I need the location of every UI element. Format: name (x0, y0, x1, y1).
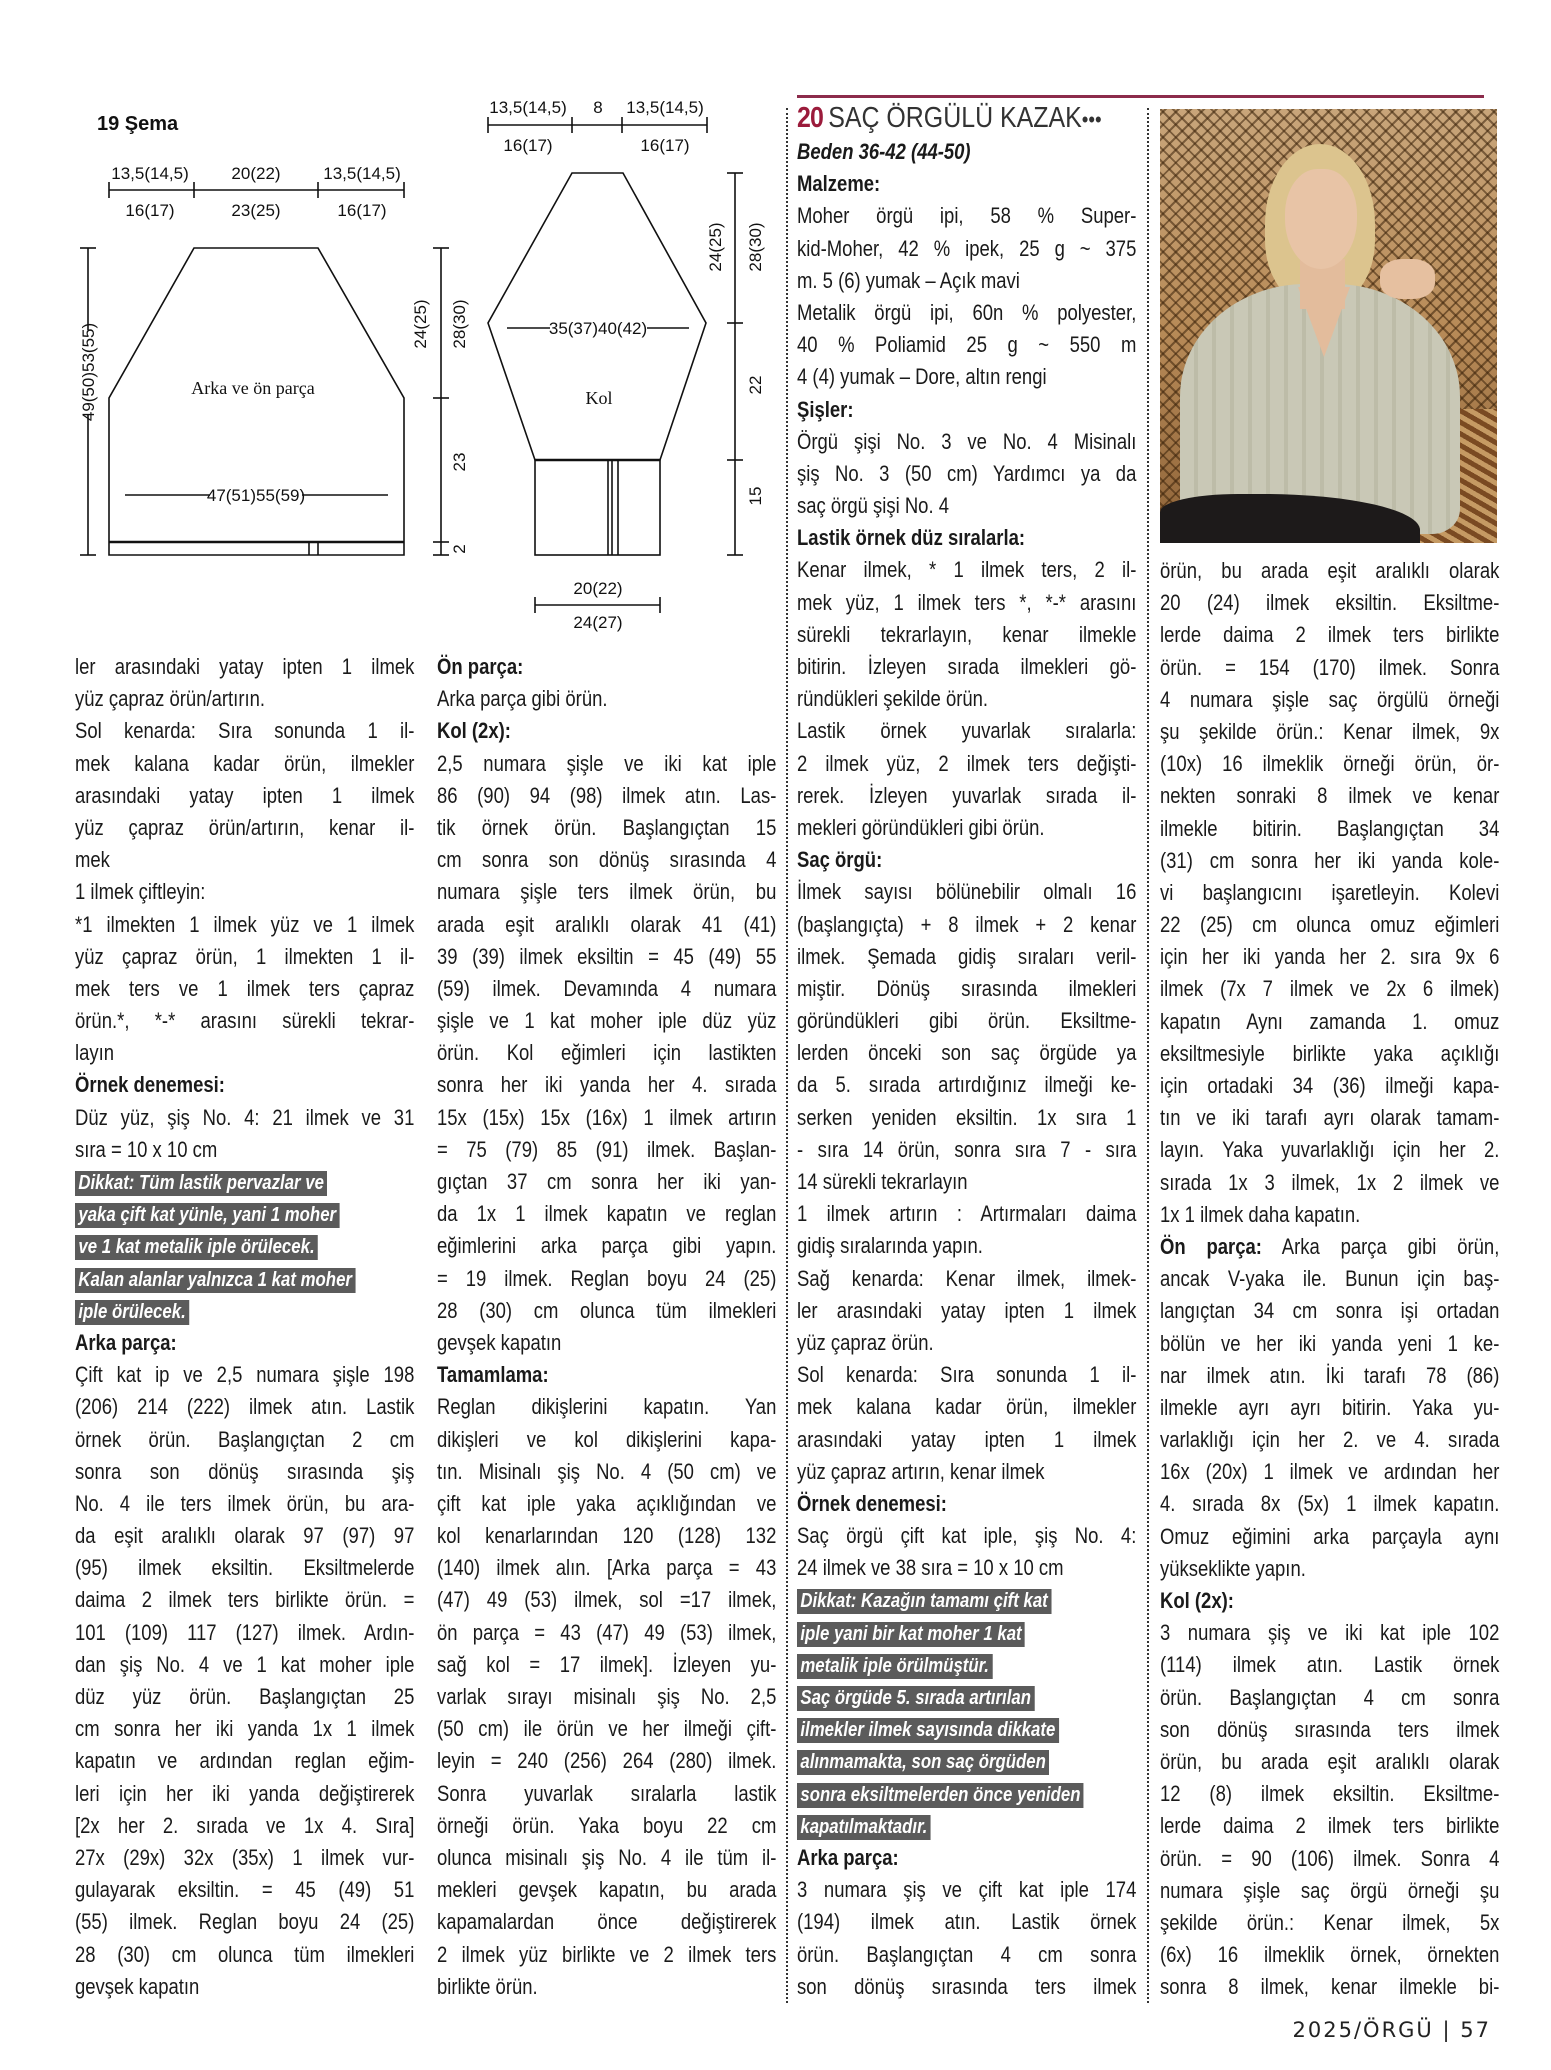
body-text-line: nekten sonraki 8 ilmek ve kenar (1160, 783, 1500, 809)
sleeve-dim-top-left: 13,5(14,5) (489, 98, 567, 117)
body-text-line: sonra son dönüş sırasında şiş (75, 1458, 415, 1484)
sleeve-bottom-lower: 24(27) (573, 613, 623, 632)
body-text-line: 20 (24) ilmek eksiltin. Eksiltme- (1160, 590, 1500, 616)
section-heading: Örnek denemesi: (797, 1490, 947, 1516)
body-dim-lower-right: 16(17) (337, 201, 387, 220)
sleeve-dim-right-3: 22 (746, 375, 765, 395)
schematic-diagram (0, 0, 780, 660)
body-text-line: bölün ve her iki yanda yeni 1 ke- (1160, 1330, 1500, 1356)
section-heading: Ön parça: (437, 654, 524, 679)
sleeve-dim-lower-left: 16(17) (503, 136, 553, 155)
body-text-line: leyin = 240 (256) 264 (280) ilmek. (437, 1748, 777, 1774)
body-text-line: kapamalardan önce değiştirerek (437, 1909, 777, 1935)
page-number: 57 (1460, 2018, 1491, 2042)
section-heading: Saç örgü: (797, 847, 883, 873)
body-text-line: 3 numara şiş ve iki kat iple 102 (1160, 1620, 1500, 1646)
body-text-line: (50 cm) ile örün ve her ilmeği çift- (437, 1716, 777, 1742)
section-heading: Arka parça: (797, 1844, 899, 1870)
note-highlight (797, 1681, 1136, 1713)
body-text-line: Kenar ilmek, * 1 ilmek ters, 2 il- (797, 557, 1137, 583)
footer-separator: | (1442, 2018, 1452, 2042)
body-text-line: ründükleri şekilde örün. (797, 686, 989, 712)
body-text-line: 39 (39) ilmek eksiltin = 45 (49) 55 (437, 943, 777, 969)
body-text-line: lerden önceki son saç örgüde ya (797, 1040, 1137, 1066)
body-text-line: yüz çapraz örün/artırın, kenar il- (75, 814, 415, 840)
body-text-line: mek ters ve 1 ilmek ters çapraz (75, 975, 415, 1001)
body-text-line: serken yeniden eksiltin. 1x sıra 1 (797, 1104, 1137, 1130)
body-text-line: = 19 ilmek. Reglan boyu 24 (25) (437, 1265, 777, 1291)
body-text-line: 3 numara şiş ve çift kat iple 174 (797, 1877, 1137, 1903)
body-text-line: 2 ilmek yüz birlikte ve 2 ilmek ters (437, 1941, 777, 1967)
body-text-line: 1 ilmek çiftleyin: (75, 879, 206, 905)
body-text-line: (140) ilmek alın. [Arka parça = 43 (437, 1555, 777, 1581)
body-dim-lower-left: 16(17) (125, 201, 175, 220)
body-text-line: sıra = 10 x 10 cm (75, 1136, 218, 1162)
body-text-line: örün, bu arada eşit aralıklı olarak (1160, 1748, 1500, 1774)
body-dim-top-center: 20(22) (231, 164, 281, 183)
pattern-title (797, 100, 1102, 136)
body-text-line: (194) ilmek atın. Lastik örnek (797, 1909, 1137, 1935)
body-text-line: eğimlerini arka parça gibi yapın. (437, 1233, 777, 1259)
body-text-line: ilmekle bitirin. Başlangıçtan 34 (1160, 815, 1500, 841)
note-text: Dikkat: Kazağın tamamı çift kat (797, 1589, 1051, 1614)
text-column-4 (1160, 555, 1499, 2003)
section-heading: Arka parça: (75, 1329, 177, 1355)
body-text-line: Düz yüz, şiş No. 4: 21 ilmek ve 31 (75, 1104, 415, 1130)
body-text-line: Saç örgü çift kat iple, şiş No. 4: (797, 1523, 1137, 1549)
body-text-line: şiş No. 3 (50 cm) Yardımcı ya da (797, 460, 1137, 486)
body-text-line: varlaklığı için her 2. ve 4. sırada (1160, 1427, 1500, 1453)
body-text-line: rerek. İzleyen yuvarlak sırada il- (797, 782, 1137, 808)
note-highlight (75, 1230, 414, 1262)
note-text: ilmekler ilmek sayısında dikkate (797, 1718, 1059, 1743)
body-text-line: (başlangıçta) + 8 ilmek + 2 kenar (797, 911, 1137, 937)
body-text-line: varlak sırayı misinalı şiş No. 2,5 (437, 1684, 777, 1709)
body-text-line: yüz çapraz artırın, kenar ilmek (797, 1458, 1045, 1484)
body-text-line: 4. sırada 8x (5x) 1 ilmek kapatın. (1160, 1491, 1500, 1517)
body-text-line: düz yüz örün. Başlangıçtan 25 (75, 1684, 415, 1709)
body-text-line: layın. Yaka yuvarlaklığı için her 2. (1160, 1137, 1500, 1163)
body-text-line: dikişleri ve kol dikişlerini kapa- (437, 1426, 777, 1452)
body-text-line: eksiltmesiyle birlikte yaka açıklığı (1160, 1040, 1500, 1066)
body-text-line: kapatın ve ardından reglan eğim- (75, 1748, 415, 1774)
body-text-line: Lastik örnek yuvarlak sıralarla: (797, 718, 1137, 744)
note-text: Dikkat: Tüm lastik pervazlar ve (75, 1171, 327, 1196)
sleeve-piece-outline (488, 117, 743, 613)
body-text-line: örün. = 154 (170) ilmek. Sonra (1160, 654, 1500, 680)
body-text-line: 12 (8) ilmek eksiltin. Eksiltme- (1160, 1781, 1500, 1807)
body-text-line: örün.*, *-* arasını sürekli tekrar- (75, 1008, 415, 1034)
body-text-line: mekleri gevşek kapatın, bu arada (437, 1877, 777, 1903)
sleeve-bottom-upper: 20(22) (573, 579, 623, 598)
body-text-line: 22 (25) cm olunca omuz eğimleri (1160, 912, 1500, 938)
body-text-line: Sonra yuvarlak sıralarla lastik (437, 1780, 777, 1806)
column-divider (786, 108, 788, 2003)
section-heading: Kol (2x): (1160, 1588, 1234, 1613)
size-subtitle: Beden 36-42 (44-50) (797, 139, 971, 164)
note-text: sonra eksiltmelerden önce yeniden (797, 1783, 1084, 1808)
body-text-line: Arka parça gibi örün. (437, 686, 608, 712)
section-heading: Örnek denemesi: (75, 1072, 225, 1098)
body-text-line: şişle ve 1 kat moher iple düz yüz (437, 1008, 777, 1034)
body-dim-top-left: 13,5(14,5) (111, 164, 189, 183)
body-text-line: (95) ilmek eksiltin. Eksiltmelerde (75, 1555, 415, 1581)
body-text-line: 27x (29x) 32x (35x) 1 ilmek vur- (75, 1844, 415, 1870)
sleeve-dim-right-4: 15 (746, 486, 765, 506)
body-text-line: Çift kat ip ve 2,5 numara şişle 198 (75, 1362, 415, 1388)
body-text-line: daima 2 ilmek ters birlikte örün. = (75, 1587, 415, 1613)
body-text-line: Örgü şişi No. 3 ve No. 4 Misinalı (797, 428, 1137, 454)
body-text-line: için her iki yanda her 2. sıra 9x 6 (1160, 944, 1500, 970)
body-text-line: ler arasındaki yatay ipten 1 ilmek (75, 654, 415, 679)
sleeve-dim-lower-right: 16(17) (640, 136, 690, 155)
body-text-line: 4 (4) yumak – Dore, altın rengi (797, 364, 1047, 390)
body-text-line: gevşek kapatın (75, 1973, 200, 1999)
page-footer (1250, 2018, 1491, 2042)
body-text-line: [2x her 2. sırada ve 1x 4. Sıra] (75, 1812, 415, 1838)
note-highlight (75, 1295, 414, 1327)
body-text-line: 1 ilmek artırın : Artırmaları daima (797, 1201, 1137, 1227)
column-divider (1147, 108, 1149, 2003)
body-text-line: 24 ilmek ve 38 sıra = 10 x 10 cm (797, 1555, 1064, 1581)
body-text-line: cm sonra son dönüş sırasında 4 (437, 847, 777, 873)
body-text-line: mek (75, 847, 110, 873)
body-dim-right-3: 23 (450, 452, 469, 472)
body-height-label: 49(50)53(55) (79, 322, 98, 422)
section-heading: Kol (2x): (437, 718, 511, 744)
body-text-line: ilmek (7x 7 ilmek ve 2x 6 ilmek) (1160, 976, 1500, 1002)
body-text-line: bitirin. İzleyen sırada ilmekleri gö- (797, 654, 1137, 679)
body-text-line: sürekli tekrarlayın, kenar ilmekle (797, 621, 1137, 647)
note-highlight (797, 1778, 1136, 1810)
note-highlight (75, 1198, 414, 1230)
body-text-line: mek kalana kadar örün, ilmekler (75, 750, 415, 776)
body-text-line: sonra 8 ilmek, kenar ilmekle bi- (1160, 1974, 1500, 2000)
body-text-line: arasındaki yatay ipten 1 ilmek (75, 782, 415, 808)
body-text-line: = 75 (79) 85 (91) ilmek. Başlan- (437, 1136, 777, 1162)
sleeve-dim-right-2: 28(30) (746, 222, 765, 272)
body-text-line: lerde daima 2 ilmek ters birlikte (1160, 622, 1500, 648)
body-text-line: da 1x 1 ilmek kapatın ve reglan (437, 1201, 777, 1227)
body-dim-lower-center: 23(25) (231, 201, 281, 220)
section-heading: Tamamlama: (437, 1362, 549, 1388)
pattern-name: SAÇ ÖRGÜLÜ KAZAK (828, 102, 1082, 134)
body-text-line: arada eşit aralıklı olarak 41 (41) (437, 911, 777, 937)
sweater-photo (1160, 109, 1497, 543)
body-width-label: 47(51)55(59) (206, 486, 306, 505)
diagram-title: 19 Şema (97, 113, 179, 135)
body-text-line: - sıra 14 örün, sonra sıra 7 - sıra (797, 1136, 1137, 1162)
body-text-line: örnek örün. Başlangıçtan 2 cm (75, 1426, 415, 1452)
body-text-line: örün. Kol eğimleri için lastikten (437, 1040, 777, 1066)
body-text-line: (10x) 16 ilmeklik örneği örün, ör- (1160, 751, 1500, 777)
body-text-line: No. 4 ile ters ilmek örün, bu ara- (75, 1490, 415, 1516)
body-text-line: Omuz eğimini arka parçayla aynı (1160, 1523, 1500, 1549)
note-text: metalik iple örülmüştür. (797, 1654, 992, 1679)
body-text-line: 15x (15x) 15x (16x) 1 ilmek artırın (437, 1104, 777, 1130)
body-text-line: (55) ilmek. Reglan boyu 24 (25) (75, 1909, 415, 1935)
body-text-line: Sol kenarda: Sıra sonunda 1 il- (75, 718, 415, 744)
body-text-line: leri için her iki yanda değiştirerek (75, 1780, 415, 1806)
body-text-line: yüz çapraz örün/artırın. (75, 686, 266, 712)
note-highlight (797, 1713, 1136, 1745)
body-text-line: 16x (20x) 1 ilmek ve ardından her (1160, 1459, 1500, 1485)
body-text-line: gıçtan 37 cm sonra her iki yan- (437, 1169, 777, 1194)
section-heading: Malzeme: (797, 171, 881, 197)
note-highlight (75, 1263, 414, 1295)
magazine-issue: 2025/ÖRGÜ (1292, 2018, 1434, 2042)
body-text-line: olunca misinalı şiş No. 4 ile tüm il- (437, 1844, 777, 1870)
body-text-line: *1 ilmekten 1 ilmek yüz ve 1 ilmek (75, 911, 415, 937)
note-text: Saç örgüde 5. sırada artırılan (797, 1686, 1034, 1711)
body-piece-label: Arka ve ön parça (191, 378, 315, 398)
body-text-line: layın (75, 1040, 115, 1066)
body-text-line: langıçtan 34 cm sonra işi ortadan (1160, 1298, 1500, 1324)
body-text-line: birlikte örün. (437, 1973, 538, 1999)
body-text-line: dan şiş No. 4 ve 1 kat moher iple (75, 1651, 415, 1677)
note-text: yaka çift kat yünle, yani 1 moher (75, 1203, 339, 1228)
note-text: Kalan alanlar yalnızca 1 kat moher (75, 1268, 355, 1293)
note-highlight (797, 1810, 1136, 1842)
body-text-line: tın ve iki tarafı ayrı olarak tamam- (1160, 1105, 1500, 1131)
body-text-line: 4 numara şişle saç örgülü örneği (1160, 686, 1500, 712)
body-text-line: sağ kol = 17 ilmek]. İzleyen yu- (437, 1651, 777, 1677)
body-text-line: (206) 214 (222) ilmek atın. Lastik (75, 1394, 415, 1420)
body-text-line: son dönüş sırasında ters ilmek (1160, 1716, 1500, 1742)
sleeve-piece-label: Kol (585, 388, 613, 408)
body-text-line: kid-Moher, 42 % ipek, 25 g ~ 375 (797, 235, 1137, 261)
body-text-line: örneği örün. Yaka boyu 22 cm (437, 1812, 777, 1838)
body-text-line: sırada 1x 3 ilmek, 1x 2 ilmek ve (1160, 1169, 1500, 1195)
body-text-line: (31) cm sonra her iki yanda kole- (1160, 847, 1500, 873)
body-text-line: kapatın Aynı zamanda 1. omuz (1160, 1008, 1500, 1034)
body-text-line: örün. Başlangıçtan 4 cm sonra (797, 1941, 1137, 1967)
body-dim-right-2: 28(30) (450, 299, 469, 349)
body-text-line: ön parça = 43 (47) 49 (53) ilmek, (437, 1619, 777, 1645)
note-text: iple yani bir kat moher 1 kat (797, 1622, 1025, 1647)
body-text-line: mek kalana kadar örün, ilmekler (797, 1394, 1137, 1420)
body-text-line: yüz çapraz örün, 1 ilmekten 1 il- (75, 943, 415, 969)
body-text-line: 14 sürekli tekrarlayın (797, 1169, 968, 1194)
body-text-line: 2 ilmek yüz, 2 ilmek ters değişti- (797, 750, 1137, 776)
body-text-line: 86 (90) 94 (98) ilmek atın. Las- (437, 782, 777, 808)
body-text-line: ancak V-yaka ile. Bunun için baş- (1160, 1266, 1500, 1292)
body-text-line: numara şişle ters ilmek örün, bu (437, 879, 777, 905)
body-text-line: ilmek. Şemada gidiş sıraları veril- (797, 943, 1137, 969)
body-text-line: ilmekle ayrı ayrı bitirin. Yaka yu- (1160, 1394, 1500, 1420)
body-text-line: Metalik örgü ipi, 60n % polyester, (797, 299, 1137, 325)
body-text-line: ler arasındaki yatay ipten 1 ilmek (797, 1297, 1137, 1323)
body-text-line: m. 5 (6) yumak – Açık mavi (797, 267, 1020, 293)
body-text-line: son dönüş sırasında ters ilmek (797, 1973, 1137, 1999)
body-text-line: göründükleri gibi örün. Eksiltme- (797, 1008, 1137, 1034)
body-text-line: şu şekilde örün.: Kenar ilmek, 9x (1160, 718, 1500, 744)
body-text-line: Moher örgü ipi, 58 % Super- (797, 203, 1137, 229)
note-highlight (797, 1617, 1136, 1649)
body-text-line: yükseklikte yapın. (1160, 1555, 1306, 1581)
note-highlight (75, 1166, 414, 1198)
body-text-line: (114) ilmek atın. Lastik örnek (1160, 1652, 1500, 1678)
body-text-line: gulayarak eksiltin. = 45 (49) 51 (75, 1877, 415, 1903)
body-dim-right-1: 24(25) (411, 299, 430, 349)
body-text-line: 101 (109) 117 (127) ilmek. Ardın- (75, 1619, 415, 1645)
body-dim-right-4: 2 (450, 544, 469, 554)
body-text-line: İlmek sayısı bölünebilir olmalı 16 (797, 879, 1137, 905)
body-text-line: gevşek kapatın (437, 1329, 562, 1355)
body-text-line: 1x 1 ilmek daha kapatın. (1160, 1201, 1361, 1227)
body-text-line: vi başlangıcını işaretleyin. Kolevi (1160, 879, 1500, 905)
body-text-line: numara şişle saç örgü örneği şu (1160, 1877, 1500, 1903)
sleeve-width-label: 35(37)40(42) (548, 319, 648, 338)
body-text-line: örün, bu arada eşit aralıklı olarak (1160, 558, 1500, 583)
body-text-line: Sağ kenarda: Kenar ilmek, ilmek- (797, 1265, 1137, 1291)
section-rule (797, 95, 1484, 98)
difficulty-dots: ••• (1081, 107, 1102, 132)
body-text-line: da eşit aralıklı olarak 97 (97) 97 (75, 1523, 415, 1549)
body-text-line: 28 (30) cm olunca tüm ilmekleri (437, 1297, 777, 1323)
body-text-line: sonra her iki yanda her 4. sırada (437, 1072, 777, 1098)
body-text-line: (6x) 16 ilmeklik örnek, örnekten (1160, 1942, 1500, 1968)
body-text-line: Ön parça: Arka parça gibi örün, (1160, 1233, 1500, 1259)
text-column-1 (75, 651, 414, 2003)
inline-heading: Ön parça: (1160, 1233, 1262, 1259)
body-text-line: çift kat iple yaka açıklığından ve (437, 1490, 777, 1516)
body-text-line: örün. Başlangıçtan 4 cm sonra (1160, 1684, 1500, 1710)
section-heading: Lastik örnek düz sıralarla: (797, 525, 1026, 551)
body-text-line: mekleri göründükleri gibi örün. (797, 814, 1045, 840)
body-text-line: gidiş sıralarında yapın. (797, 1233, 983, 1259)
note-highlight (797, 1745, 1136, 1777)
body-text-line: 40 % Poliamid 25 g ~ 550 m (797, 332, 1137, 358)
sleeve-dim-top-right: 13,5(14,5) (626, 98, 704, 117)
body-text-line: miştir. Dönüş sırasında ilmekleri (797, 975, 1137, 1001)
body-text-line: tın. Misinalı şiş No. 4 (50 cm) ve (437, 1458, 777, 1484)
body-text-line: cm sonra her iki yanda 1x 1 ilmek (75, 1716, 415, 1742)
body-text-line: Reglan dikişlerini kapatın. Yan (437, 1394, 777, 1420)
body-dim-top-right: 13,5(14,5) (323, 164, 401, 183)
body-text-line: için ortadaki 34 (36) ilmeği kapa- (1160, 1073, 1500, 1098)
note-text: ve 1 kat metalik iple örülecek. (75, 1235, 318, 1260)
body-text-line: şekilde örün.: Kenar ilmek, 5x (1160, 1909, 1500, 1935)
section-heading: Şişler: (797, 396, 854, 422)
body-text-line: lerde daima 2 ilmek ters birlikte (1160, 1813, 1500, 1839)
body-text-line: mek yüz, 1 ilmek ters *, *-* arasını (797, 589, 1137, 615)
note-highlight (797, 1584, 1136, 1616)
body-text-line: arasındaki yatay ipten 1 ilmek (797, 1426, 1137, 1452)
note-highlight (797, 1649, 1136, 1681)
sleeve-dim-right-1: 24(25) (706, 222, 725, 272)
body-text-line: (59) ilmek. Devamında 4 numara (437, 975, 777, 1001)
body-text-line: tik örnek örün. Başlangıçtan 15 (437, 814, 777, 840)
pattern-number: 20 (797, 102, 824, 134)
body-text-line: da 5. sırada artırdığınız ilmeği ke- (797, 1072, 1137, 1098)
body-text-line: örün. = 90 (106) ilmek. Sonra 4 (1160, 1845, 1500, 1871)
text-column-3 (797, 136, 1136, 2003)
body-text-line: saç örgü şişi No. 4 (797, 493, 950, 519)
note-text: iple örülecek. (75, 1300, 189, 1325)
body-text-line: Sol kenarda: Sıra sonunda 1 il- (797, 1362, 1137, 1388)
body-text-line: kol kenarlarından 120 (128) 132 (437, 1523, 777, 1549)
body-text-line: 2,5 numara şişle ve iki kat iple (437, 750, 777, 776)
text-column-2 (437, 651, 776, 2003)
body-text-line: yüz çapraz örün. (797, 1329, 934, 1355)
note-text: kapatılmaktadır. (797, 1815, 931, 1840)
body-text-line: 28 (30) cm olunca tüm ilmekleri (75, 1941, 415, 1967)
body-text-line: (47) 49 (53) ilmek, sol =17 ilmek, (437, 1587, 777, 1613)
body-text-line: nar ilmek atın. İki tarafı 78 (86) (1160, 1362, 1500, 1388)
note-text: alınmamakta, son saç örgüden (797, 1750, 1049, 1775)
sleeve-dim-top-center: 8 (593, 98, 603, 117)
